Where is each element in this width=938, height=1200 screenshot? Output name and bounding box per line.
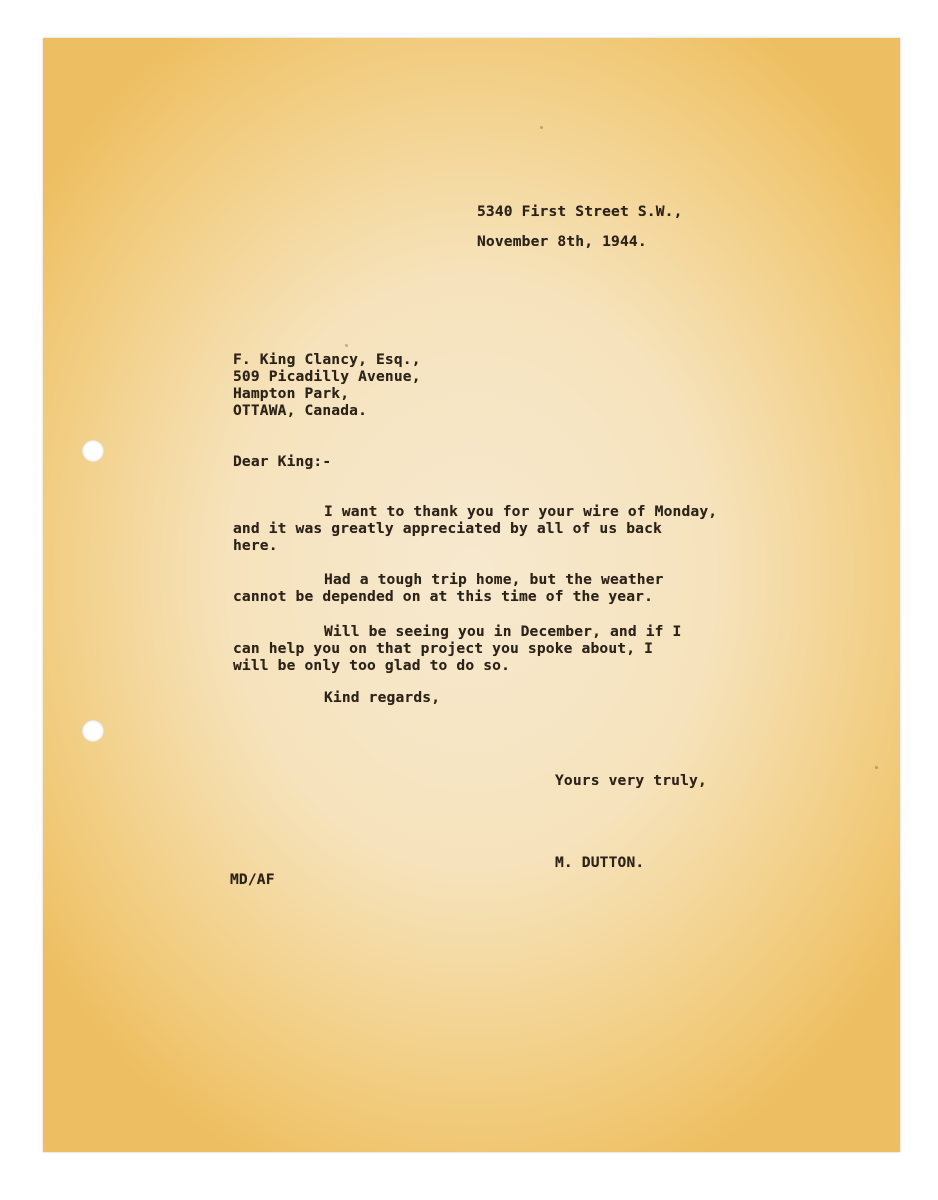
punch-hole-bottom [82, 720, 104, 742]
paragraph-line: will be only too glad to do so. [233, 657, 511, 674]
paper-speck [540, 126, 543, 129]
punch-hole-top [82, 440, 104, 462]
closing-remark: Kind regards, [324, 689, 441, 706]
return-address: 5340 First Street S.W., [477, 203, 683, 220]
paragraph-line: Had a tough trip home, but the weather [324, 571, 664, 588]
paragraph-line: Will be seeing you in December, and if I [324, 623, 682, 640]
recipient-line: F. King Clancy, Esq., [233, 351, 421, 368]
reference-initials: MD/AF [230, 871, 275, 888]
signature-name: M. DUTTON. [555, 854, 645, 871]
recipient-line: OTTAWA, Canada. [233, 402, 368, 419]
paragraph-line: I want to thank you for your wire of Monday, [324, 503, 718, 520]
paper-speck [875, 766, 878, 769]
paragraph-line: can help you on that project you spoke about, I [233, 640, 654, 657]
letter-date: November 8th, 1944. [477, 233, 647, 250]
paragraph-line: here. [233, 537, 278, 554]
recipient-line: Hampton Park, [233, 385, 350, 402]
letter-sheet [43, 38, 900, 1152]
recipient-line: 509 Picadilly Avenue, [233, 368, 421, 385]
paragraph-line: cannot be depended on at this time of the year. [233, 588, 654, 605]
salutation: Dear King:- [233, 453, 332, 470]
paper-speck [345, 344, 348, 347]
paragraph-line: and it was greatly appreciated by all of us back [233, 520, 662, 537]
complimentary-close: Yours very truly, [555, 772, 707, 789]
